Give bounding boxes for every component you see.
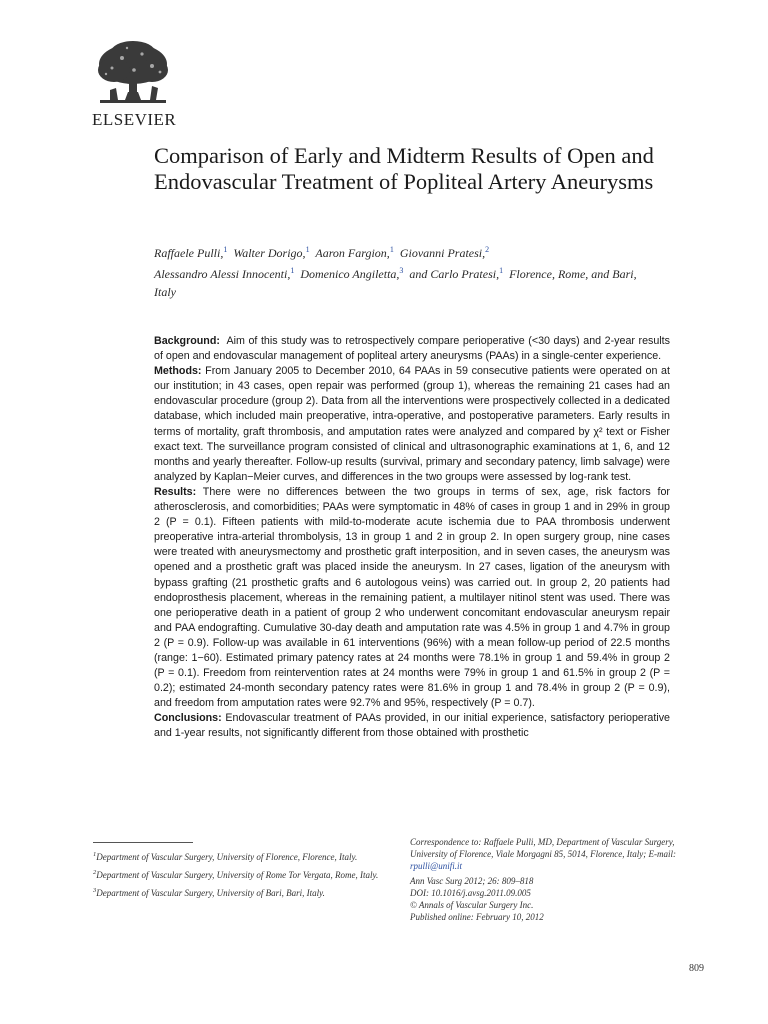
- abstract-results: [154, 485, 670, 711]
- affiliation-ref[interactable]: 2: [485, 245, 490, 254]
- affiliation-text: Department of Vascular Surgery, University of Bari, Bari, Italy.: [96, 888, 325, 898]
- footnote-divider: [93, 842, 193, 843]
- elsevier-wordmark: ELSEVIER: [92, 110, 177, 129]
- author-list: [154, 241, 654, 301]
- author-location: Florence, Rome, and Bari, Italy: [154, 267, 637, 299]
- section-text: Endovascular treatment of PAAs provided, in our initial experience, satisfactory perioperative and 1-year results, not significantly different from those obtained with prosthetic: [154, 712, 670, 740]
- doi-link[interactable]: DOI: 10.1016/j.avsg.2011.09.005: [410, 888, 531, 898]
- elsevier-tree-icon: [92, 40, 174, 108]
- affiliation-number: 2: [93, 869, 97, 876]
- affiliation-number: 3: [93, 887, 97, 894]
- affiliation-ref[interactable]: 3: [399, 266, 404, 275]
- section-label: Methods:: [154, 365, 202, 378]
- affiliation-ref[interactable]: 1: [290, 266, 295, 275]
- affiliation-item: [93, 867, 393, 881]
- affiliation-item: [93, 885, 393, 899]
- author-name: Walter Dorigo,: [233, 246, 306, 260]
- affiliations: [93, 849, 393, 903]
- publication-date: Published online: February 10, 2012: [410, 912, 544, 922]
- section-label: Conclusions:: [154, 712, 222, 725]
- affiliation-text: Department of Vascular Surgery, University of Florence, Florence, Italy.: [96, 852, 358, 862]
- section-text: There were no differences between the two groups in terms of sex, age, risk factors for atherosclerosis, and comorbidities; PAAs were symptomatic in 48% of cases in group 1 and in 29% in group 2 (P = 0.1). Fifteen patients with mild-to-moderate acute ischemia due to PAA thrombosis underwent preoperative intra-arterial thrombolysis, 13 in group 1 and 2 in group 2. In open surgery group, nine cases were treated with aneurysmectomy and prosthetic graft interposition, and in seven cases, the aneurysm was opened and a prosthetic graft was placed inside the aneurysm. In 27 cases, ligation of the aneurysm with bypass grafting (21 prosthetic grafts and 6 autologous veins) was carried out. In group 2, 20 patients had endoprosthesis placement, whereas in the remaining patient, a multilayer nitinol stent was used. There was one perioperative death in a patient of group 2 who underwent concomitant endovascular aneurysm repair and PAA endografting. Cumulative 30-day death and amputation rate was 4.5% in group 1 and 4.7% in group 2 (P = 0.9). Follow-up was available in 61 interventions (96%) with a mean follow-up period of 22.5 months (range: 1−60). Estimated primary patency rates at 24 months were 78.1% in group 1 and 59.4% in group 2 (P = 0.1). Freedom from reintervention rates at 24 months were 79% in group 1 and 61.5% in group 2 (P = 0.2); estimated 24-month secondary patency rates were 81.6% in group 1 and 78.4% in group 2 (P = 0.9), and freedom from amputation rates were 92.7% and 95%, respectively (P = 0.7).: [154, 485, 670, 710]
- correspondence-block: [410, 836, 710, 923]
- abstract: [154, 334, 670, 742]
- affiliation-ref[interactable]: 1: [389, 245, 394, 254]
- section-label: Results:: [154, 485, 197, 498]
- elsevier-logo: [92, 40, 177, 130]
- abstract-conclusions: [154, 711, 670, 741]
- affiliation-number: 1: [93, 851, 97, 858]
- email-link[interactable]: rpulli@unifi.it: [410, 861, 463, 871]
- affiliation-text: Department of Vascular Surgery, University of Rome Tor Vergata, Rome, Italy.: [96, 870, 379, 880]
- page-number: 809: [689, 963, 704, 974]
- correspondence-text: Correspondence to: Raffaele Pulli, MD, Department of Vascular Surgery, University of Florence, Viale Morgagni 85, 5014, Florence, Italy; E-mail:: [410, 837, 677, 859]
- journal-citation: Ann Vasc Surg 2012; 26: 809–818: [410, 876, 534, 886]
- section-text: From January 2005 to December 2010, 64 PAAs in 59 consecutive patients were operated on at our institution; in 43 cases, open repair was performed (group 1), whereas the remaining 21 cases had an endovascular procedure (group 2). Data from all the interventions were prospectively collected in a dedicated database, which included main preoperative, intra-operative, and postoperative parameters. Early results in terms of mortality, graft thrombosis, and amputation rates were analyzed and compared by χ² text or Fisher exact text. The surveillance program consisted of clinical and ultrasonographic examinations at 1, 6, and 12 months and yearly thereafter. Follow-up results (survival, primary and secondary patency, limb salvage) were analyzed by Kaplan−Meier curves, and differences in the two groups were assessed by log-rank test.: [154, 365, 670, 483]
- author-name: Aaron Fargion,: [315, 246, 390, 260]
- correspondence-address: [410, 836, 710, 872]
- section-label: Background:: [154, 335, 220, 347]
- affiliation-ref[interactable]: 1: [499, 266, 504, 275]
- section-text: Aim of this study was to retrospectively compare perioperative (<30 days) and 2-year results of open and endovascular management of popliteal artery aneurysms (PAAs) in a single-center experience.: [154, 335, 670, 363]
- abstract-background: [154, 334, 670, 364]
- affiliation-ref[interactable]: 1: [305, 245, 310, 254]
- article-title: Comparison of Early and Midterm Results of Open and Endovascular Treatment of Popliteal Artery Aneurysms: [154, 143, 654, 194]
- author-name: and Carlo Pratesi,: [409, 267, 500, 281]
- abstract-methods: [154, 364, 670, 485]
- affiliation-ref[interactable]: 1: [223, 245, 228, 254]
- author-name: Giovanni Pratesi,: [399, 246, 486, 260]
- affiliation-item: [93, 849, 393, 863]
- copyright-notice: © Annals of Vascular Surgery Inc.: [410, 900, 534, 910]
- author-name: Raffaele Pulli,: [154, 246, 224, 260]
- author-name: Domenico Angiletta,: [300, 267, 400, 281]
- author-name: Alessandro Alessi Innocenti,: [154, 267, 291, 281]
